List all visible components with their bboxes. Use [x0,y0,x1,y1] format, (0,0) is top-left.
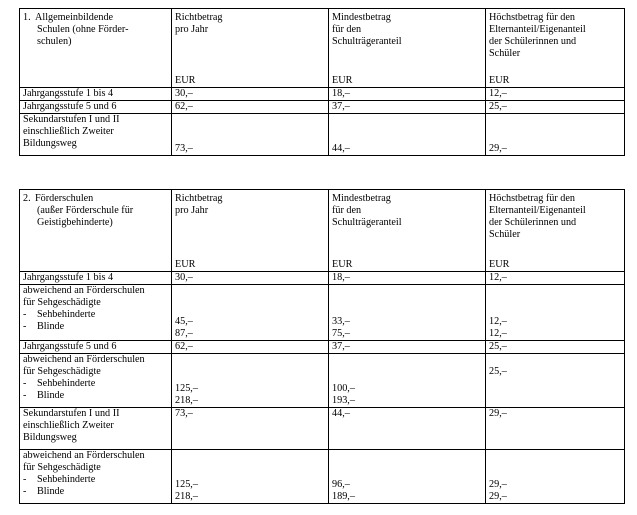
value: 25,– [489,366,507,377]
header-category-cell [20,190,172,272]
value-cell: 29,– [486,408,625,450]
table-foerderschulen [19,189,625,504]
currency-label: EUR [329,68,486,88]
value: 75,– [332,328,350,339]
value: 193,– [332,395,355,406]
dash: - [23,390,27,401]
value-cell: 30,– [172,272,329,285]
section-title-line: Förderschulen [35,193,94,204]
value-cell: 18,– [329,272,486,285]
row-label: Jahrgangsstufe 5 und 6 [20,341,172,354]
value-cell [329,450,486,504]
table-allgemeinbildende-schulen [19,8,625,156]
value-cell [486,354,625,408]
value: 125,– [175,383,198,394]
value-cell: 37,– [329,341,486,354]
sub-label: Sehbehinderte [37,378,96,389]
header-text: Schüler [489,48,521,59]
header-text: Schulträgeranteil [332,36,402,47]
header-richtbetrag [172,190,329,254]
section-title-line: (außer Förderschule für [37,205,134,216]
currency-label: EUR [486,68,625,88]
dash: - [23,309,27,320]
header-text: pro Jahr [175,205,209,216]
section-title-line: Allgemeinbildende [35,12,114,23]
sub-item-sehbehinderte [23,378,168,390]
sub-label: Blinde [37,390,65,401]
value: 29,– [489,491,507,502]
value-cell: 44,– [329,114,486,156]
header-text: der Schülerinnen und [489,217,577,228]
row-label-line: Sekundarstufen I und II [23,408,120,419]
value-cell [172,450,329,504]
value: 29,– [489,479,507,490]
row-label-line: einschließlich Zweiter [23,420,114,431]
header-text: Mindestbetrag [332,193,391,204]
sub-item-sehbehinderte [23,474,168,486]
value-cell: 18,– [329,88,486,101]
value-cell: 73,– [172,408,329,450]
dash: - [23,321,27,332]
value: 45,– [175,316,193,327]
header-mindestbetrag [329,190,486,254]
sub-item-blinde [23,390,168,402]
table-row [20,114,625,156]
row-label [20,354,172,408]
header-text: Höchstbetrag für den [489,193,575,204]
header-text: Schulträgeranteil [332,217,402,228]
row-label: Jahrgangsstufe 5 und 6 [20,101,172,114]
value-cell: 25,– [486,341,625,354]
row-label [20,450,172,504]
value-cell [329,354,486,408]
row-label: Jahrgangsstufe 1 bis 4 [20,272,172,285]
value: 96,– [332,479,350,490]
dash: - [23,486,27,497]
section-title-line: Geistigbehinderte) [37,217,113,228]
section-number: 1. [23,12,31,23]
table-row [20,341,625,354]
value: 218,– [175,491,198,502]
sub-label: Sehbehinderte [37,309,96,320]
value-cell [329,285,486,341]
value-cell [172,285,329,341]
table-row [20,88,625,101]
value-cell: 12,– [486,272,625,285]
row-label-line: Sekundarstufen I und II [23,114,120,125]
value-cell: 37,– [329,101,486,114]
row-label-line: Bildungsweg [23,138,77,149]
row-label-line: Bildungsweg [23,432,77,443]
header-text: Richtbetrag [175,12,223,23]
header-text: Höchstbetrag für den [489,12,575,23]
header-text: für den [332,24,362,35]
value: 12,– [489,316,507,327]
header-text: Richtbetrag [175,193,223,204]
currency-label: EUR [329,254,486,272]
currency-label: EUR [486,254,625,272]
header-mindestbetrag [329,9,486,68]
currency-label: EUR [172,68,329,88]
sub-item-blinde [23,321,168,333]
row-label-line: für Sehgeschädigte [23,366,101,377]
sub-label: Blinde [37,321,65,332]
value: 87,– [175,328,193,339]
value: 189,– [332,491,355,502]
currency-label: EUR [172,254,329,272]
sub-item-blinde [23,486,168,498]
value-cell: 62,– [172,341,329,354]
value-cell: 30,– [172,88,329,101]
sub-label: Blinde [37,486,65,497]
value-cell [486,285,625,341]
value-cell: 44,– [329,408,486,450]
value-cell [486,450,625,504]
value-cell: 29,– [486,114,625,156]
value-cell [172,354,329,408]
row-label-line: abweichend an Förderschulen [23,354,145,365]
table-row [20,408,625,450]
header-text: Mindestbetrag [332,12,391,23]
value-cell: 25,– [486,101,625,114]
value: 125,– [175,479,198,490]
row-label-line: für Sehgeschädigte [23,297,101,308]
header-text: der Schülerinnen und [489,36,577,47]
dash: - [23,378,27,389]
section-title-line: Schulen (ohne Förder- [37,24,129,35]
value: 218,– [175,395,198,406]
row-label-line: abweichend an Förderschulen [23,450,145,461]
value-cell: 73,– [172,114,329,156]
table-row [20,354,625,408]
header-hoechstbetrag [486,9,625,68]
header-text: für den [332,205,362,216]
value: 12,– [489,328,507,339]
row-label [20,408,172,450]
header-text: pro Jahr [175,24,209,35]
table-row [20,450,625,504]
value-cell: 12,– [486,88,625,101]
header-text: Schüler [489,229,521,240]
value-cell: 62,– [172,101,329,114]
row-label-line: abweichend an Förderschulen [23,285,145,296]
header-hoechstbetrag [486,190,625,254]
dash: - [23,474,27,485]
table-row [20,285,625,341]
section-title-line: schulen) [37,36,72,47]
row-label-line: für Sehgeschädigte [23,462,101,473]
row-label [20,285,172,341]
row-label [20,114,172,156]
section-number: 2. [23,193,31,204]
header-text: Elternanteil/Eigenanteil [489,24,586,35]
table-row [20,272,625,285]
header-category-cell [20,9,172,88]
sub-item-sehbehinderte [23,309,168,321]
value: 33,– [332,316,350,327]
header-text: Elternanteil/Eigenanteil [489,205,586,216]
table-row [20,101,625,114]
value: 100,– [332,383,355,394]
header-richtbetrag [172,9,329,68]
sub-label: Sehbehinderte [37,474,96,485]
row-label-line: einschließlich Zweiter [23,126,114,137]
row-label: Jahrgangsstufe 1 bis 4 [20,88,172,101]
